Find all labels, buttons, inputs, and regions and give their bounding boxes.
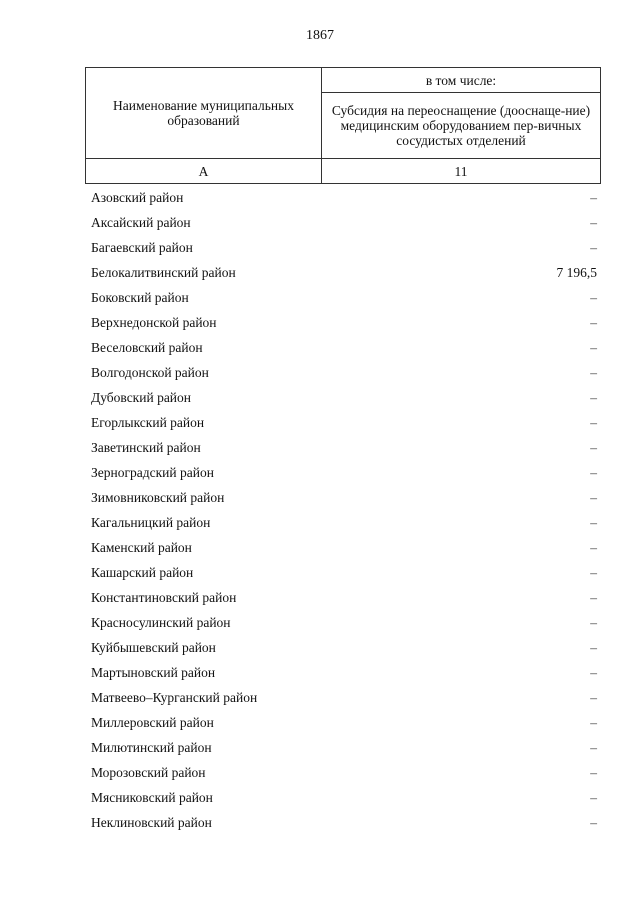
- row-name: Красносулинский район: [91, 615, 231, 630]
- row-value: –: [590, 640, 597, 655]
- row-name: Кагальницкий район: [91, 515, 211, 530]
- row-name: Зерноградский район: [91, 465, 214, 480]
- table-row: [85, 435, 597, 460]
- row-value: –: [590, 365, 597, 380]
- row-name: Волгодонской район: [91, 365, 209, 380]
- row-value: –: [590, 340, 597, 355]
- header-group-label: в том числе:: [322, 68, 601, 93]
- table-row: [85, 710, 597, 735]
- row-name: Заветинский район: [91, 440, 201, 455]
- row-value: –: [590, 540, 597, 555]
- row-name: Куйбышевский район: [91, 640, 216, 655]
- table-row: [85, 335, 597, 360]
- row-name: Константиновский район: [91, 590, 237, 605]
- table-row: [85, 385, 597, 410]
- table-row: [85, 510, 597, 535]
- header-subsidy-column: Субсидия на переоснащение (дооснаще-ние) медицинским оборудованием пер-вичных сосудистых отделений: [322, 93, 601, 159]
- table-row: [85, 310, 597, 335]
- table-row: [85, 685, 597, 710]
- row-value: –: [590, 515, 597, 530]
- table-row: [85, 260, 597, 285]
- row-name: Мартыновский район: [91, 665, 216, 680]
- row-value: –: [590, 815, 597, 830]
- table-row: [85, 635, 597, 660]
- row-value: –: [590, 490, 597, 505]
- row-value: –: [590, 415, 597, 430]
- row-value: –: [590, 240, 597, 255]
- table-row: [85, 585, 597, 610]
- row-name: Кашарский район: [91, 565, 194, 580]
- table-row: [85, 735, 597, 760]
- table-row: [85, 610, 597, 635]
- row-value: –: [590, 690, 597, 705]
- table-body: [85, 185, 597, 835]
- row-name: Веселовский район: [91, 340, 203, 355]
- row-value: –: [590, 565, 597, 580]
- row-value: 7 196,5: [556, 265, 597, 280]
- row-name: Багаевский район: [91, 240, 193, 255]
- row-value: –: [590, 740, 597, 755]
- row-name: Дубовский район: [91, 390, 192, 405]
- table-row: [85, 660, 597, 685]
- row-value: –: [590, 290, 597, 305]
- row-name: Матвеево–Курганский район: [91, 690, 258, 705]
- row-name: Аксайский район: [91, 215, 191, 230]
- table-row: [85, 560, 597, 585]
- row-value: –: [590, 665, 597, 680]
- row-name: Егорлыкский район: [91, 415, 205, 430]
- row-name: Азовский район: [91, 190, 184, 205]
- row-name: Мясниковский район: [91, 790, 213, 805]
- table-header: [85, 67, 601, 184]
- row-value: –: [590, 190, 597, 205]
- page-number: 1867: [306, 28, 334, 43]
- row-name: Каменский район: [91, 540, 192, 555]
- row-name: Верхнедонской район: [91, 315, 217, 330]
- table-row: [85, 210, 597, 235]
- row-value: –: [590, 315, 597, 330]
- row-value: –: [590, 615, 597, 630]
- row-value: –: [590, 215, 597, 230]
- row-value: –: [590, 465, 597, 480]
- table-row: [85, 810, 597, 835]
- row-value: –: [590, 715, 597, 730]
- table-row: [85, 235, 597, 260]
- row-value: –: [590, 790, 597, 805]
- row-name: Морозовский район: [91, 765, 206, 780]
- row-value: –: [590, 390, 597, 405]
- row-name: Зимовниковский район: [91, 490, 225, 505]
- header-letter-11: 11: [322, 159, 601, 184]
- header-name-column: Наименование муниципальных образований: [86, 68, 322, 159]
- row-value: –: [590, 590, 597, 605]
- table-row: [85, 460, 597, 485]
- row-name: Миллеровский район: [91, 715, 214, 730]
- table-row: [85, 285, 597, 310]
- row-name: Милютинский район: [91, 740, 212, 755]
- header-letter-a: А: [86, 159, 322, 184]
- table-row: [85, 185, 597, 210]
- row-name: Белокалитвинский район: [91, 265, 236, 280]
- row-name: Неклиновский район: [91, 815, 212, 830]
- table-row: [85, 485, 597, 510]
- row-value: –: [590, 440, 597, 455]
- table-row: [85, 785, 597, 810]
- table-row: [85, 760, 597, 785]
- table-row: [85, 410, 597, 435]
- row-name: Боковский район: [91, 290, 189, 305]
- table-row: [85, 360, 597, 385]
- row-value: –: [590, 765, 597, 780]
- table-row: [85, 535, 597, 560]
